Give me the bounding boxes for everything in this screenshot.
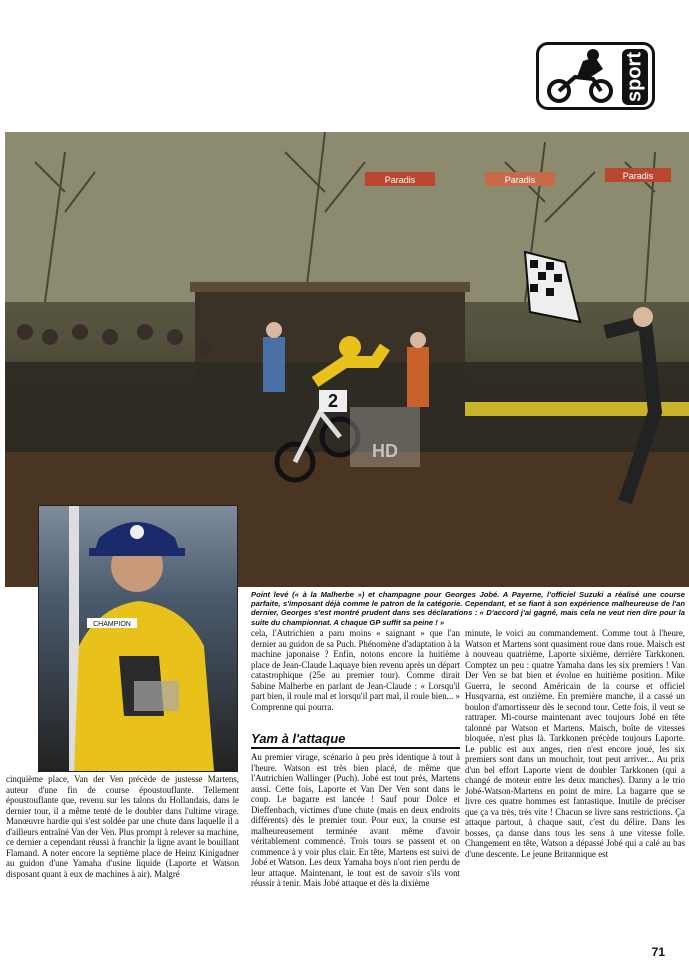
- page-number: 71: [651, 945, 665, 959]
- watermark: HD: [372, 441, 398, 461]
- shirt-label: CHAMPION: [93, 621, 131, 628]
- motocross-rider-icon: [543, 47, 623, 107]
- article-column-3: minute, le voici au commandement. Comme tout à l'heure, Watson et Martens sont quasiment roue dans roue. Maisch est à nouveau quatrième, Laporte sixième, derrière Tarkkonen. Comptez un peu : quatre Yamaha dans les six premiers ! Van Der Ven se bat bien et évolue en huitième position. Mike Guerra, le second Américain de la course et officiel Husqvarna, est onzième. En première manche, il a cassé un boulon d'amortisseur dès le second tour. Cette fois, il veut se rattraper. Mi-course maintenant avec toujours Jobé en tête talonné par Watson et Martens. Maisch, boîte de vitesses bloquée, n'est plus là. Tarkkonen précède toujours Laporte. Le public est aux anges, rien n'est encore joué, les six premiers sont dans un mouchoir, tout peut arriver... Au prix d'un bel effort Laporte vient de doubler Tarkkonen (qui a changé de moteur entre les deux manches). Danny a le trio Jobé-Watson-Martens en point de mire. La bagarre que se livre ces quatre hommes est fantastique. Inutile de préciser que ça va très, très vite ! Chacun se livre sans restrictions. Ça attaque partout, à chaque saut, c'est du délire. Dans les bosses, ça danse dans tous les sens à une vitesse folle. Changement en tête, Watson a dépassé Jobé qui a calé au bas d'une descente. Le jeune Britannique est: [465, 628, 685, 859]
- banner-2: Paradis: [504, 175, 536, 185]
- banner-3: Paradis: [622, 171, 654, 181]
- photo-caption: Point levé (« à la Malherbe ») et champagne pour Georges Jobé. A Payerne, l'officiel Suzuki a réalisé une course parfaite, s'imposant déjà comme le patron de la catégorie. Cependant, et se fiant à son expérience malheureuse de l'an dernier, Georges s'est montré prudent dans ses déclarations : « D'accord j'ai gagné, mais cela ne veut rien dire pour la suite du championnat. A chaque GP suffit sa peine ! »: [251, 590, 685, 627]
- champion-portrait-illustration: [39, 506, 237, 771]
- sport-section-logo: [536, 42, 655, 110]
- article-column-1: cinquième place, Van der Ven précède de justesse Martens, auteur d'une fin de course époustouflante. Tellement époustouflante que, revenu sur les talons du Hollandais, dans le dernier tour, il a même tenté de le doubler dans l'ultime virage. Manœuvre hardie qui s'est soldée par une chute dans laquelle il a d'ailleurs entraîné Van der Ven. Plus prompt à relever sa machine, ce dernier a cependant réussi à franchir la ligne avant le bouillant Flamand. A noter encore la septième place de Heinz Kinigadner au guidon d'une Yamaha d'usine liquide (Laporte et Watson disposant quant à eux de machines à air). Malgré: [6, 774, 239, 879]
- banner-1: Paradis: [384, 175, 416, 185]
- article-column-2b: Au premier virage, scénario à peu près identique à tout à l'heure. Watson est très bien placé, de même que l'Autrichien Wallinger (Puch). Jobé est tout près, Martens aussi. Cette fois, Laporte et Van Der Ven sont dans le coup. Le bagarre est lancée ! Sauf pour Dolce et Dieffenbach, victimes d'une chute (mais en deux endroits différents) dès le premier tour. Pour eux, la course est malheureusement terminée avant même d'avoir véritablement commencé. Trois tours se passent et on commence à y voir plus clair. En tête, Martens est suivi de Jobé et Watson. Les deux Yamaha boys n'ont rien perdu de leur attaque. Maintenant, le tout est de savoir s'ils vont réussir à tenir. Mais Jobé attaque et dès la dixième: [251, 752, 460, 888]
- race-number: 2: [327, 391, 339, 411]
- section-heading: Yam à l'attaque: [251, 731, 460, 749]
- section-label: sport: [622, 49, 648, 105]
- champion-portrait-photo: [38, 505, 238, 772]
- article-column-2a: cela, l'Autrichien a paru moins « saignant » que l'an dernier au guidon de sa Puch. Phénomène d'adaptation à la machine japonaise ? Enfin, notons encore la huitième place de Jean-Claude Laquaye bien revenu après un départ catastrophique (25e au premier tour). Comme dirait Sabine Malherbe en parlant de Jean-Claude : « Lorsqu'il part bien, il roule mal et lorsqu'il part mal, il roule bien... » Comprenne qui pourra.: [251, 628, 460, 712]
